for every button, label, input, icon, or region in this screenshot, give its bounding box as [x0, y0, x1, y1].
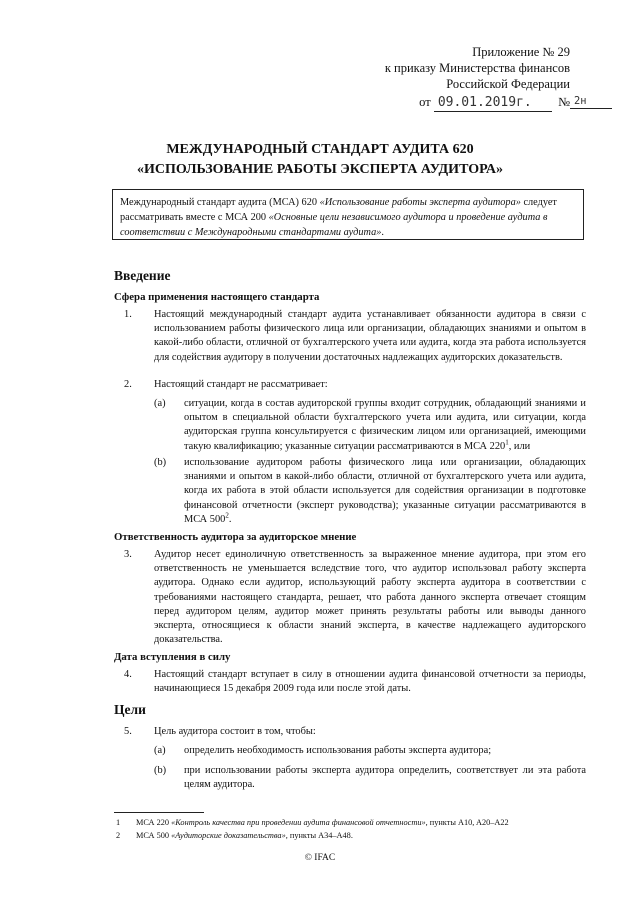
intro-box	[112, 189, 584, 240]
item-2a	[184, 397, 586, 454]
annex-date-line	[320, 94, 587, 112]
annex-ministry: Российской Федерации	[446, 77, 570, 91]
para-2: Настоящий стандарт не рассматривает:	[154, 379, 328, 390]
footnote-2-title: «Аудиторские доказательства»	[171, 831, 286, 840]
item-2a-tail: , или	[508, 440, 531, 452]
order-number: 2н	[570, 94, 612, 109]
annex-number: Приложение № 29	[472, 45, 570, 59]
order-date: 09.01.2019г.	[434, 95, 552, 112]
footnote-1-pre: МСА 220	[136, 818, 172, 827]
box-italic-2: «Основные цели независимого аудитора и проведение аудита в соответствии с Международными стандартами аудита»	[120, 212, 548, 238]
standard-subtitle: «ИСПОЛЬЗОВАНИЕ РАБОТЫ ЭКСПЕРТА АУДИТОРА»	[137, 162, 503, 177]
item-2a-text: ситуации, когда в состав аудиторской группы входит сотрудник, обладающий знаниями и опытом в специальной области бухгалтерского учета или аудита, или ситуации, когда аудиторская группа консультируется с физическим лицом или организацией, имеющими такую квалификацию; указанные ситуации рассматриваются в МСА 220	[184, 398, 586, 452]
box-italic-1: «Использование работы эксперта аудитора»	[319, 197, 521, 208]
footnote-divider	[114, 812, 204, 813]
para-5: Цель аудитора состоит в том, чтобы:	[154, 726, 316, 737]
para-1: Настоящий международный стандарт аудита устанавливает обязанности аудитора в связи с использованием работы физического лица или организации, обладающих знаниями и опытом в какой-либо области, отличной от бухгалтерского учета или аудита, когда эта работа используется для содействия аудитору в получении достаточных надлежащих аудиторских доказательств.	[154, 309, 586, 363]
page-footer-copyright: © IFAC	[304, 853, 336, 863]
item-2b-label: (b)	[154, 457, 167, 468]
footnote-1-number: 1	[116, 818, 121, 827]
subheading-scope: Сфера применения настоящего стандарта	[114, 291, 320, 303]
from-label: от	[419, 95, 431, 109]
section-heading-goals: Цели	[114, 702, 146, 717]
standard-title: МЕЖДУНАРОДНЫЙ СТАНДАРТ АУДИТА 620	[166, 142, 474, 157]
footnote-ref-2: 2	[225, 511, 229, 520]
para-3-number: 3.	[124, 549, 132, 560]
box-text-3: .	[381, 227, 384, 238]
goal-a: определить необходимость использования работы эксперта аудитора;	[184, 745, 492, 756]
item-2b-text: использование аудитором работы физического лица или организации, обладающих знаниями и опытом в какой-либо области, отличной от бухгалтерского учета или аудита, когда их работа в этой области используется для содействия организации в подготовке финансовой отчетности (эксперт руководства); указанные ситуации рассматриваются в МСА 500	[184, 457, 586, 525]
footnote-ref-1: 1	[505, 438, 509, 447]
number-label: №	[558, 95, 570, 109]
footnote-1-post: , пункты A10, A20–A22	[425, 818, 509, 827]
para-1-number: 1.	[124, 309, 132, 320]
para-4: Настоящий стандарт вступает в силу в отношении аудита финансовой отчетности за периоды, начинающиеся 15 декабря 2009 года или после этой даты.	[154, 669, 586, 695]
item-2b	[184, 456, 586, 527]
subheading-effective-date: Дата вступления в силу	[114, 651, 231, 663]
goal-a-label: (a)	[154, 745, 166, 756]
item-2a-label: (a)	[154, 398, 166, 409]
subheading-responsibility: Ответственность аудитора за аудиторское мнение	[114, 531, 357, 543]
para-3: Аудитор несет единоличную ответственность за выраженное мнение аудитора, при этом его ответственность не уменьшается вследствие того, что аудитор использовал работу эксперта аудитора. Однако если аудитор, использующий работу эксперта аудитора в соответствии с требованиями настоящего стандарта, решает, что работа данного эксперта отвечает стоящим перед аудитором целям, аудитор может принять результаты работы или выводы данного эксперта, относящиеся к области знаний эксперта, в качестве надлежащего аудиторского доказательства.	[154, 549, 586, 646]
goal-b-label: (b)	[154, 765, 167, 776]
goal-b: при использовании работы эксперта аудитора определить, соответствует ли эта работа целям аудитора.	[184, 765, 586, 791]
para-5-number: 5.	[124, 726, 132, 737]
footnote-2-pre: МСА 500	[136, 831, 172, 840]
footnote-2-number: 2	[116, 831, 121, 840]
section-heading-intro: Введение	[114, 268, 171, 283]
annex-order: к приказу Министерства финансов	[384, 61, 570, 75]
footnote-2	[136, 830, 586, 841]
para-2-number: 2.	[124, 379, 132, 390]
annex-header	[320, 44, 587, 112]
footnote-1	[136, 817, 586, 828]
para-4-number: 4.	[124, 669, 132, 680]
footnote-2-post: , пункты A34–A48.	[285, 831, 353, 840]
box-text-2: следует рассматривать вместе с МСА 200	[120, 197, 557, 223]
box-text-1: Международный стандарт аудита (МСА) 620	[120, 197, 320, 208]
item-2b-tail: .	[228, 513, 232, 525]
footnote-1-title: «Контроль качества при проведении аудита финансовой отчетности»	[171, 818, 426, 827]
